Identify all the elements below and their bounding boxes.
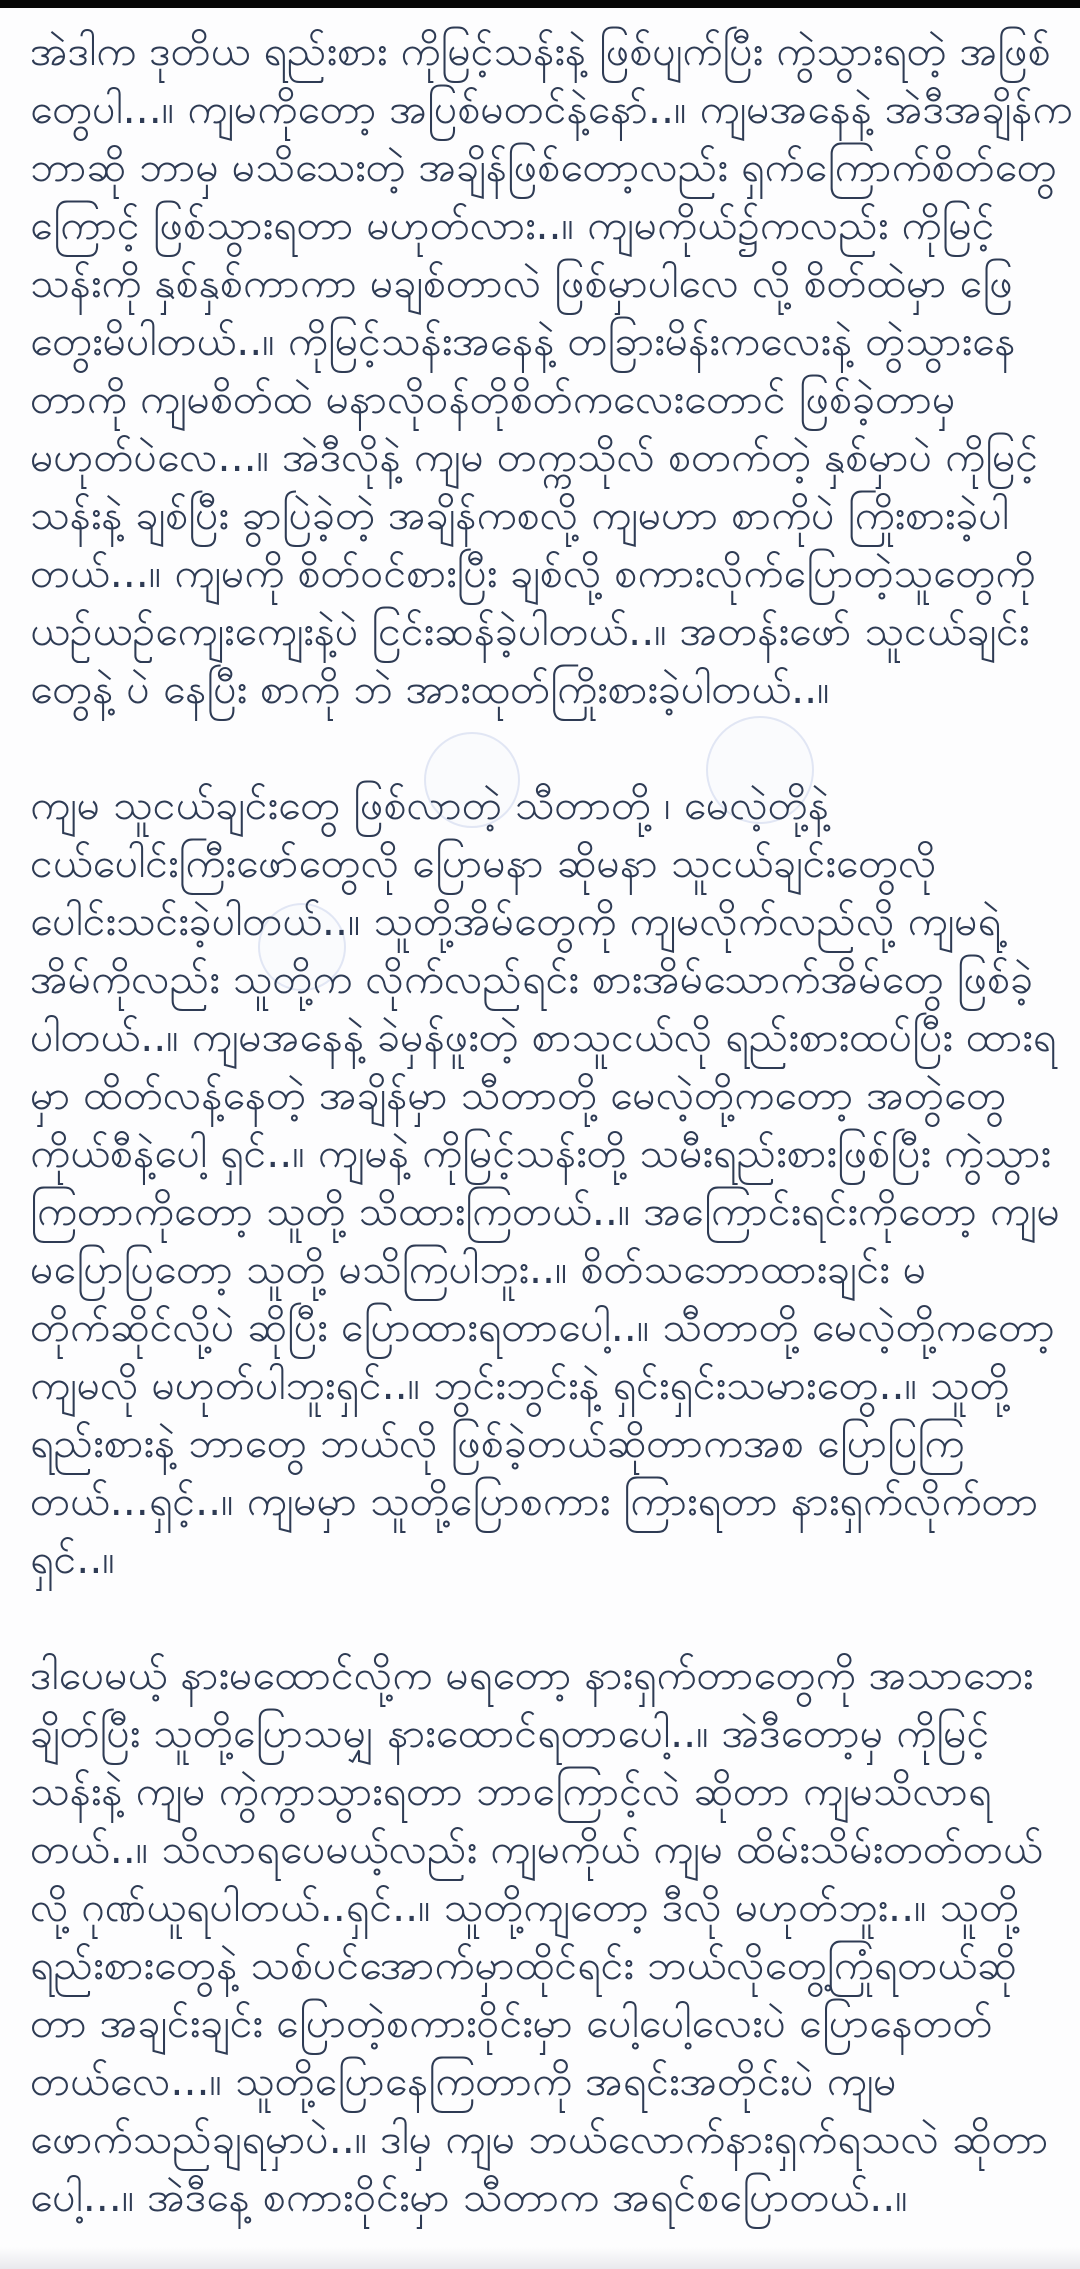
text-line: တွေးမိပါတယ်..။ ကိုမြင့်သန်းအနေနဲ့ တခြားမိန်းကလေးနဲ့ တွဲသွားနေ bbox=[30, 317, 1016, 365]
text-line: အဲဒါက ဒုတိယ ရည်းစား ကိုမြင့်သန်းနဲ့ ဖြစ်ပျက်ပြီး ကွဲသွားရတဲ့ အဖြစ် bbox=[30, 27, 1051, 75]
text-line: တိုက်ဆိုင်လို့ပဲ ဆိုပြီး ပြောထားရတာပေါ့..။ သီတာတို့ မေလဲ့တို့ကတော့ bbox=[30, 1303, 1055, 1351]
text-line: ကျမ သူငယ်ချင်းတွေ ဖြစ်လာတဲ့ သီတာတို့ ၊ မေလဲ့တို့နဲ့ bbox=[30, 781, 829, 829]
text-line: ငယ်ပေါင်းကြီးဖော်တွေလို ပြောမနာ ဆိုမနာ သူငယ်ချင်းတွေလို bbox=[30, 839, 937, 887]
text-line: တာကို ကျမစိတ်ထဲ မနာလိုဝန်တိုစိတ်ကလေးတောင် ဖြစ်ခဲ့တာမှ bbox=[30, 375, 956, 423]
text-line: ဖောက်သည်ချရမှာပဲ..။ ဒါမှ ကျမ ဘယ်လောက်နားရှက်ရသလဲ ဆိုတာ bbox=[30, 2115, 1049, 2163]
text-line: တယ်..။ သိလာရပေမယ့်လည်း ကျမကိုယ် ကျမ ထိမ်းသိမ်းတတ်တယ် bbox=[30, 1825, 1043, 1873]
text-line: သန်းနဲ့ ကျမ ကွဲကွာသွားရတာ ဘာကြောင့်လဲ ဆိုတာ ကျမသိလာရ bbox=[30, 1767, 992, 1815]
text-line: ကြတာကိုတော့ သူတို့ သိထားကြတယ်..။ အကြောင်းရင်းကိုတော့ ကျမ bbox=[30, 1187, 1060, 1235]
text-line: ကြောင့် ဖြစ်သွားရတာ မဟုတ်လား..။ ကျမကိုယ်၌ကလည်း ကိုမြင့် bbox=[30, 201, 995, 249]
text-line: ချိတ်ပြီး သူတို့ပြောသမျှ နားထောင်ရတာပေါ့..။ အဲဒီတော့မှ ကိုမြင့် bbox=[30, 1709, 990, 1757]
text-line: တာ အချင်းချင်း ပြောတဲ့စကားဝိုင်းမှာ ပေါ့ပေါ့လေးပဲ ပြောနေတတ် bbox=[30, 1999, 993, 2047]
paragraph bbox=[30, 22, 1073, 718]
text-line: ပေါင်းသင်းခဲ့ပါတယ်..။ သူတို့အိမ်တွေကို ကျမလိုက်လည်လို့ ကျမရဲ့ bbox=[30, 897, 1002, 945]
text-line: ရှင်..။ bbox=[30, 1535, 115, 1583]
text-line: ရည်းစားတွေနဲ့ သစ်ပင်အောက်မှာထိုင်ရင်း ဘယ်လိုတွေ့ကြုံရတယ်ဆို bbox=[30, 1941, 1017, 1989]
text-line: ယဉ်ယဉ်ကျေးကျေးနဲ့ပဲ ငြင်းဆန်ခဲ့ပါတယ်..။ အတန်းဖော် သူငယ်ချင်း bbox=[30, 607, 1030, 655]
text-line: တယ်...။ ကျမကို စိတ်ဝင်စားပြီး ချစ်လို့ စကားလိုက်ပြောတဲ့သူတွေကို bbox=[30, 549, 1036, 597]
paragraph bbox=[30, 1646, 1056, 2226]
text-line: သန်းနဲ့ ချစ်ပြီး ခွာပြဲခဲ့တဲ့ အချိန်ကစလို့ ကျမဟာ စာကိုပဲ ကြိုးစားခဲ့ပါ bbox=[30, 491, 1009, 539]
text-line: တွေနဲ့ ပဲ နေပြီး စာကို ဘဲ အားထုတ်ကြိုးစားခဲ့ပါတယ်..။ bbox=[30, 665, 830, 713]
text-line: ကျမလို မဟုတ်ပါဘူးရှင်..။ ဘွင်းဘွင်းနဲ့ ရှင်းရှင်းသမားတွေ..။ သူတို့ bbox=[30, 1361, 1010, 1409]
text-line: ပါတယ်..။ ကျမအနေနဲ့ ခဲမှန်ဖူးတဲ့ စာသူငယ်လို ရည်းစားထပ်ပြီး ထားရ bbox=[30, 1013, 1057, 1061]
text-line: မှာ ထိတ်လန့်နေတဲ့ အချိန်မှာ သီတာတို့ မေလဲ့တို့ကတော့ အတွဲတွေ bbox=[30, 1071, 1007, 1119]
text-line: တယ်...ရှင့်..။ ကျမမှာ သူတို့ပြောစကား ကြားရတာ နားရှက်လိုက်တာ bbox=[30, 1477, 1039, 1525]
paragraph bbox=[30, 776, 1060, 1588]
text-line: အိမ်ကိုလည်း သူတို့က လိုက်လည်ရင်း စားအိမ်သောက်အိမ်တွေ ဖြစ်ခဲ့ bbox=[30, 955, 1034, 1003]
text-line: ဘာဆို ဘာမှ မသိသေးတဲ့ အချိန်ဖြစ်တော့လည်း ရှက်ကြောက်စိတ်တွေ bbox=[30, 143, 1057, 191]
text-line: တွေပါ...။ ကျမကိုတော့ အပြစ်မတင်နဲ့နော်..။ ကျမအနေနဲ့ အဲဒီအချိန်က bbox=[30, 85, 1073, 133]
text-line: ဒါပေမယ့် နားမထောင်လို့က မရတော့ နားရှက်တာတွေကို အသာဘေး bbox=[30, 1651, 1034, 1699]
top-status-bar bbox=[0, 0, 1080, 8]
text-line: ရည်းစားနဲ့ ဘာတွေ ဘယ်လို ဖြစ်ခဲ့တယ်ဆိုတာကအစ ပြောပြကြ bbox=[30, 1419, 965, 1467]
text-line: ပေါ့...။ အဲဒီနေ့ စကားဝိုင်းမှာ သီတာက အရင်စပြောတယ်..။ bbox=[30, 2173, 908, 2221]
text-line: တယ်လေ...။ သူတို့ပြောနေကြတာကို အရင်းအတိုင်းပဲ ကျမ bbox=[30, 2057, 897, 2105]
text-line: လို့ ဂုဏ်ယူရပါတယ်..ရှင်..။ သူတို့ကျတော့ ဒီလို မဟုတ်ဘူး..။ သူတို့ bbox=[30, 1883, 1020, 1931]
reader-content[interactable] bbox=[30, 22, 1073, 2226]
bottom-edge-shadow bbox=[0, 2247, 1080, 2269]
text-line: မပြောပြတော့ သူတို့ မသိကြပါဘူး..။ စိတ်သဘောထားချင်း မ bbox=[30, 1245, 927, 1293]
text-line: မဟုတ်ပဲလေ...။ အဲဒီလိုနဲ့ ကျမ တက္ကသိုလ် စတက်တဲ့ နှစ်မှာပဲ ကိုမြင့် bbox=[30, 433, 1039, 481]
text-line: ကိုယ်စီနဲ့ပေါ့ ရှင်..။ ကျမနဲ့ ကိုမြင့်သန်းတို့ သမီးရည်းစားဖြစ်ပြီး ကွဲသွား bbox=[30, 1129, 1051, 1177]
text-line: သန်းကို နှစ်နှစ်ကာကာ မချစ်တာလဲ ဖြစ်မှာပါလေ လို့ စိတ်ထဲမှာ ဖြေ bbox=[30, 259, 1013, 307]
